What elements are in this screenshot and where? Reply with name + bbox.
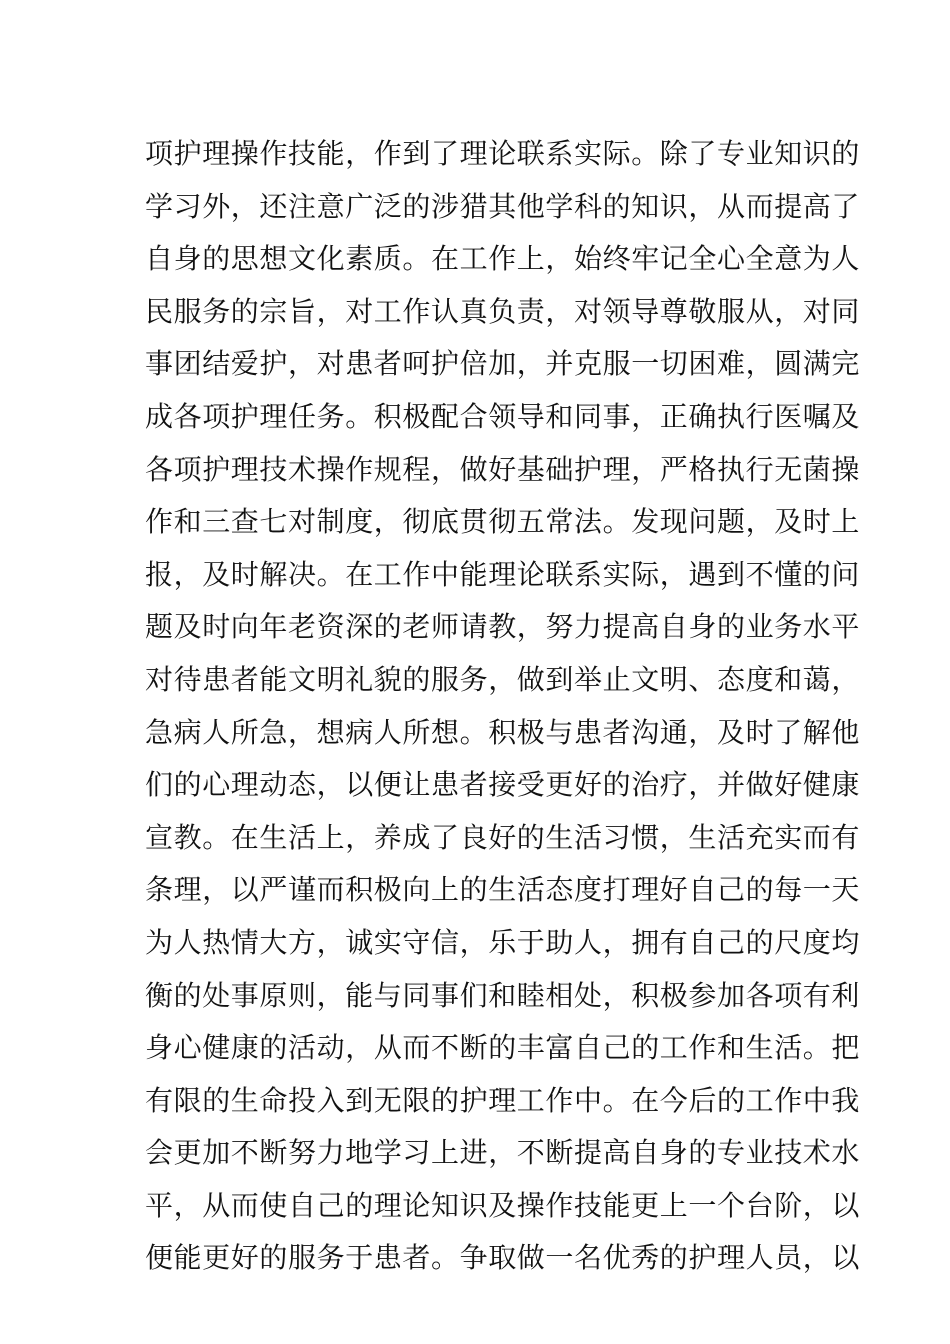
text-line: 身心健康的活动，从而不断的丰富自己的工作和生活。把: [145, 1031, 861, 1065]
text-line: 条理，以严谨而积极向上的生活态度打理好自己的每一天: [145, 873, 861, 907]
text-line: 各项护理技术操作规程，做好基础护理，严格执行无菌操: [145, 452, 861, 486]
text-line: 自身的思想文化素质。在工作上，始终牢记全心全意为人: [145, 242, 861, 276]
text-line: 宣教。在生活上，养成了良好的生活习惯，生活充实而有: [145, 820, 861, 854]
text-line: 急病人所急，想病人所想。积极与患者沟通，及时了解他: [145, 715, 861, 749]
text-line: 衡的处事原则，能与同事们和睦相处，积极参加各项有利: [145, 978, 861, 1012]
text-line: 会更加不断努力地学习上进，不断提高自身的专业技术水: [145, 1136, 861, 1170]
text-line: 有限的生命投入到无限的护理工作中。在今后的工作中我: [145, 1083, 861, 1117]
text-line: 报，及时解决。在工作中能理论联系实际，遇到不懂的问: [145, 557, 861, 591]
text-line: 民服务的宗旨，对工作认真负责，对领导尊敬服从，对同: [145, 294, 861, 328]
body-text: [145, 128, 861, 1285]
text-line: 对待患者能文明礼貌的服务，做到举止文明、态度和蔼，: [145, 662, 861, 696]
text-line: 题及时向年老资深的老师请教，努力提高自身的业务水平: [145, 610, 861, 644]
text-line: 成各项护理任务。积极配合领导和同事，正确执行医嘱及: [145, 399, 861, 433]
text-line: 项护理操作技能，作到了理论联系实际。除了专业知识的: [145, 137, 861, 170]
text-line: 事团结爱护，对患者呵护倍加，并克服一切困难，圆满完: [145, 347, 861, 381]
text-line: 学习外，还注意广泛的涉猎其他学科的知识，从而提高了: [145, 189, 861, 223]
text-line: 作和三查七对制度，彻底贯彻五常法。发现问题，及时上: [145, 505, 861, 539]
text-line: 便能更好的服务于患者。争取做一名优秀的护理人员，以: [145, 1241, 861, 1275]
text-line: 平，从而使自己的理论知识及操作技能更上一个台阶，以: [145, 1188, 861, 1222]
text-line: 们的心理动态，以便让患者接受更好的治疗，并做好健康: [145, 768, 861, 802]
text-line: 为人热情大方，诚实守信，乐于助人，拥有自己的尺度均: [145, 925, 861, 959]
